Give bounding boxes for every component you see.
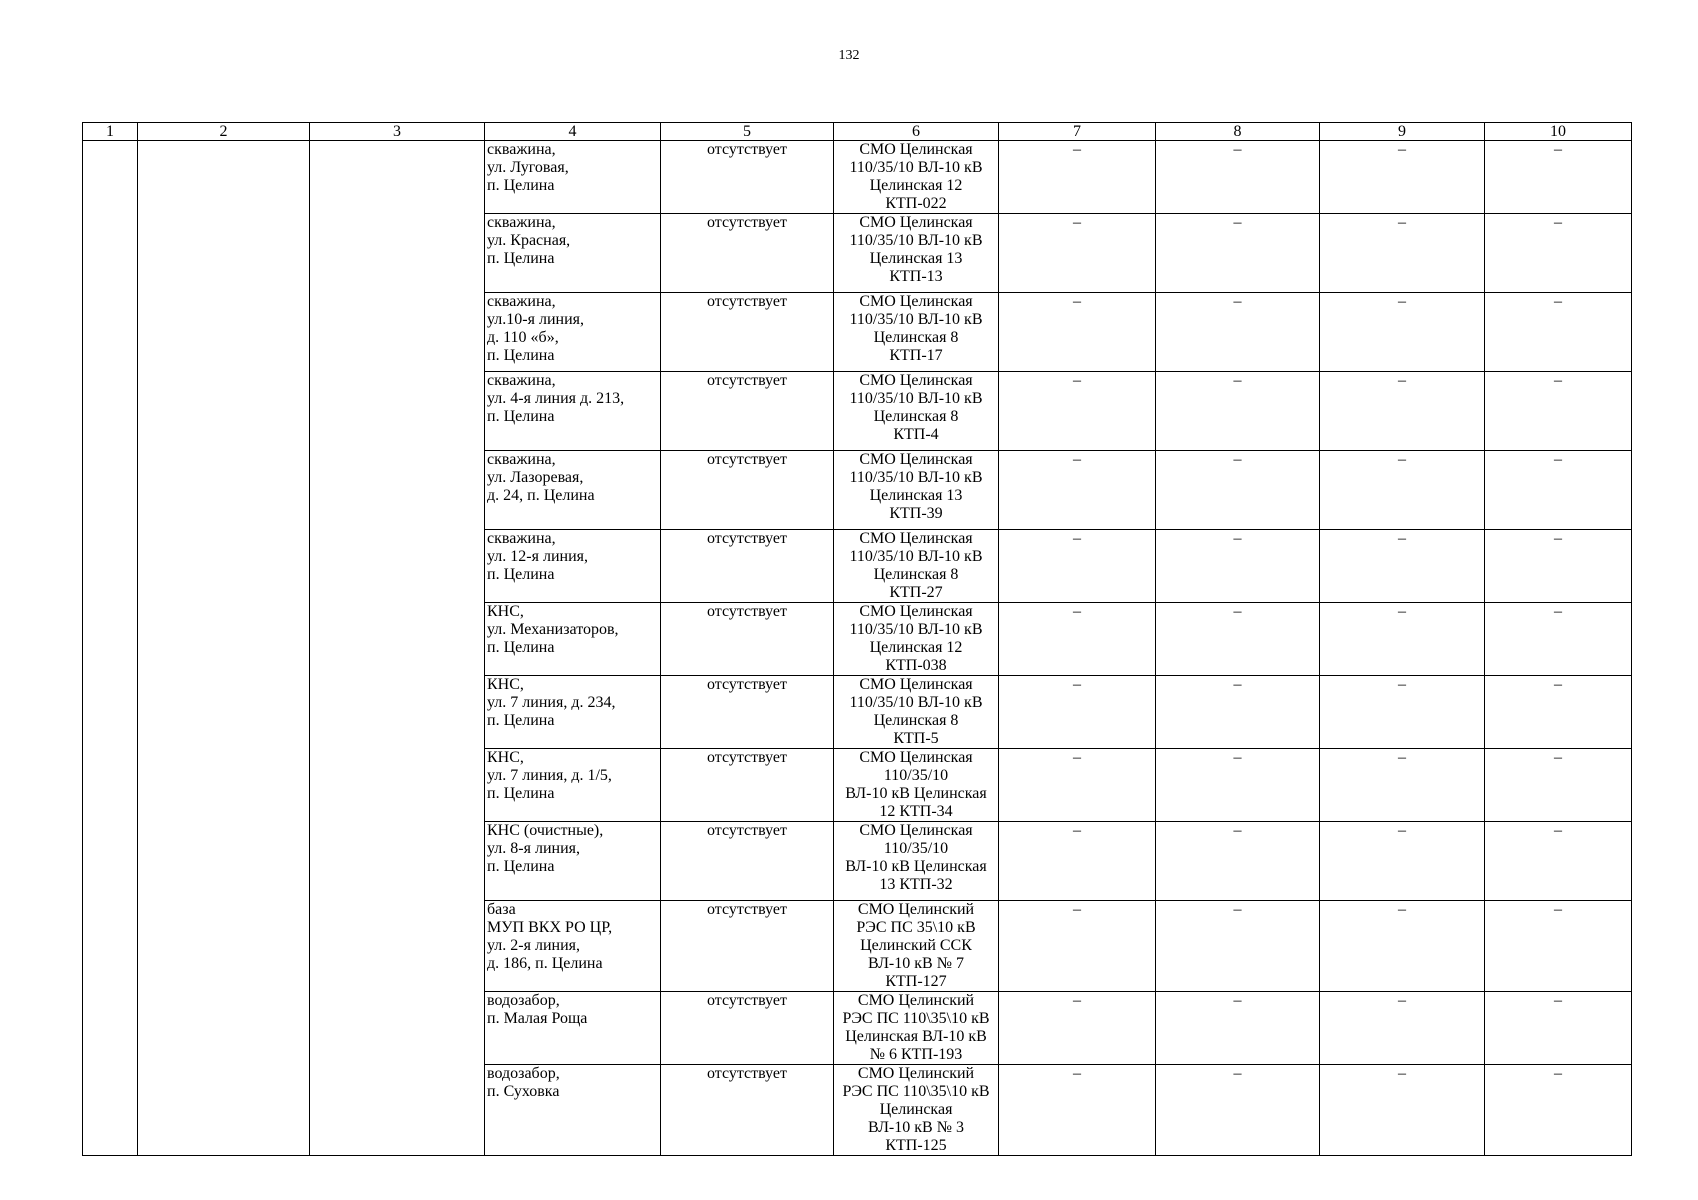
power-supply-line: КТП-038 (885, 657, 947, 674)
power-supply-line: ВЛ-10 кВ Целинская (845, 858, 987, 875)
power-supply-cell (834, 214, 999, 293)
status-cell: отсутствует (661, 1065, 834, 1156)
object-line: п. Целина (487, 408, 555, 425)
dash-cell-c9: – (1320, 822, 1485, 901)
dash-cell-c10: – (1485, 372, 1632, 451)
power-supply-line: КТП-022 (885, 195, 947, 212)
column-header: 4 (485, 123, 661, 141)
dash-cell-c9: – (1320, 451, 1485, 530)
object-line: п. Целина (487, 347, 555, 364)
power-supply-cell (834, 372, 999, 451)
object-line: ул. 8-я линия, (487, 840, 580, 857)
dash-cell-c10: – (1485, 676, 1632, 749)
object-line: КНС (очистные), (487, 822, 604, 839)
power-supply-line: СМО Целинская (859, 676, 973, 693)
object-cell (485, 372, 661, 451)
power-supply-line: КТП-13 (889, 268, 943, 285)
object-line: п. Целина (487, 639, 555, 656)
dash-cell-c10: – (1485, 214, 1632, 293)
dash-cell-c9: – (1320, 1065, 1485, 1156)
object-line: п. Целина (487, 177, 555, 194)
object-cell (485, 992, 661, 1065)
object-line: скважина, (487, 293, 556, 310)
power-supply-line: СМО Целинская (859, 603, 973, 620)
object-line: скважина, (487, 372, 556, 389)
column-header: 8 (1156, 123, 1320, 141)
power-supply-line: 110/35/10 ВЛ-10 кВ (849, 621, 983, 638)
power-supply-cell (834, 992, 999, 1065)
dash-cell-c8: – (1156, 676, 1320, 749)
dash-cell-c7: – (999, 293, 1156, 372)
dash-cell-c8: – (1156, 530, 1320, 603)
power-supply-line: Целинская 12 (869, 177, 963, 194)
dash-cell-c7: – (999, 992, 1156, 1065)
dash-cell-c10: – (1485, 293, 1632, 372)
power-supply-cell (834, 901, 999, 992)
column-2-cell (138, 141, 310, 1156)
dash-cell-c7: – (999, 372, 1156, 451)
dash-cell-c9: – (1320, 141, 1485, 214)
power-supply-line: Целинская 13 (869, 487, 963, 504)
power-supply-line: Целинская 8 (873, 712, 959, 729)
dash-cell-c8: – (1156, 141, 1320, 214)
dash-cell-c7: – (999, 676, 1156, 749)
dash-cell-c8: – (1156, 293, 1320, 372)
status-cell: отсутствует (661, 214, 834, 293)
object-cell (485, 214, 661, 293)
column-header: 6 (834, 123, 999, 141)
power-supply-line: Целинская ВЛ-10 кВ (845, 1028, 987, 1045)
column-3-cell (310, 141, 485, 1156)
object-line: ул.10-я линия, (487, 311, 584, 328)
power-supply-line: СМО Целинская (859, 451, 973, 468)
object-line: ул. 12-я линия, (487, 548, 588, 565)
power-supply-line: РЭС ПС 35\10 кВ (856, 919, 976, 936)
object-cell (485, 293, 661, 372)
dash-cell-c10: – (1485, 1065, 1632, 1156)
object-cell (485, 901, 661, 992)
column-header: 10 (1485, 123, 1632, 141)
status-cell: отсутствует (661, 530, 834, 603)
power-supply-line: СМО Целинская (859, 372, 973, 389)
power-supply-cell (834, 603, 999, 676)
power-supply-line: 12 КТП-34 (879, 803, 953, 820)
power-supply-line: 110/35/10 ВЛ-10 кВ (849, 694, 983, 711)
power-supply-line: СМО Целинская (859, 141, 973, 158)
dash-cell-c10: – (1485, 451, 1632, 530)
dash-cell-c9: – (1320, 749, 1485, 822)
dash-cell-c10: – (1485, 141, 1632, 214)
object-line: скважина, (487, 530, 556, 547)
object-line: ул. 7 линия, д. 1/5, (487, 767, 612, 784)
header-row (83, 123, 1632, 141)
power-supply-line: СМО Целинский (857, 1065, 975, 1082)
dash-cell-c8: – (1156, 214, 1320, 293)
power-supply-line: КТП-5 (893, 730, 939, 747)
status-cell: отсутствует (661, 451, 834, 530)
power-supply-line: 110/35/10 (883, 840, 949, 857)
power-supply-line: СМО Целинская (859, 749, 973, 766)
power-supply-line: КТП-39 (889, 505, 943, 522)
power-supply-line: Целинский ССК (860, 937, 972, 954)
object-line: ул. Лазоревая, (487, 469, 584, 486)
power-supply-line: 110/35/10 ВЛ-10 кВ (849, 469, 983, 486)
power-supply-line: 110/35/10 (883, 767, 949, 784)
object-line: п. Целина (487, 785, 555, 802)
dash-cell-c9: – (1320, 530, 1485, 603)
column-header: 3 (310, 123, 485, 141)
power-supply-line: СМО Целинская (859, 214, 973, 231)
dash-cell-c8: – (1156, 901, 1320, 992)
object-line: скважина, (487, 214, 556, 231)
object-line: скважина, (487, 451, 556, 468)
power-supply-line: № 6 КТП-193 (869, 1046, 963, 1063)
status-cell: отсутствует (661, 293, 834, 372)
dash-cell-c9: – (1320, 901, 1485, 992)
power-supply-line: Целинская (879, 1101, 953, 1118)
power-supply-cell (834, 1065, 999, 1156)
power-supply-cell (834, 822, 999, 901)
dash-cell-c10: – (1485, 749, 1632, 822)
object-line: п. Целина (487, 566, 555, 583)
object-line: д. 110 «б», (487, 329, 559, 346)
power-supply-line: РЭС ПС 110\35\10 кВ (842, 1083, 990, 1100)
object-line: КНС, (487, 749, 524, 766)
power-supply-line: СМО Целинская (859, 530, 973, 547)
dash-cell-c9: – (1320, 992, 1485, 1065)
power-supply-line: СМО Целинский (857, 992, 975, 1009)
object-line: п. Суховка (487, 1083, 560, 1100)
power-supply-cell (834, 749, 999, 822)
dash-cell-c9: – (1320, 676, 1485, 749)
status-cell: отсутствует (661, 372, 834, 451)
dash-cell-c9: – (1320, 603, 1485, 676)
column-header: 1 (83, 123, 138, 141)
status-cell: отсутствует (661, 901, 834, 992)
power-supply-line: 110/35/10 ВЛ-10 кВ (849, 390, 983, 407)
object-line: КНС, (487, 603, 524, 620)
status-cell: отсутствует (661, 822, 834, 901)
power-supply-line: ВЛ-10 кВ № 3 (868, 1119, 964, 1136)
power-supply-line: СМО Целинский (857, 901, 975, 918)
power-supply-line: КТП-127 (885, 973, 947, 990)
dash-cell-c9: – (1320, 293, 1485, 372)
dash-cell-c7: – (999, 1065, 1156, 1156)
column-header: 7 (999, 123, 1156, 141)
dash-cell-c8: – (1156, 451, 1320, 530)
object-line: МУП ВКХ РО ЦР, (487, 919, 613, 936)
object-cell (485, 749, 661, 822)
object-line: ул. Луговая, (487, 159, 569, 176)
dash-cell-c8: – (1156, 372, 1320, 451)
dash-cell-c10: – (1485, 992, 1632, 1065)
power-supply-cell (834, 293, 999, 372)
object-line: скважина, (487, 141, 556, 158)
power-supply-line: ВЛ-10 кВ № 7 (868, 955, 964, 972)
dash-cell-c10: – (1485, 603, 1632, 676)
dash-cell-c7: – (999, 822, 1156, 901)
dash-cell-c7: – (999, 603, 1156, 676)
power-supply-line: Целинская 8 (873, 329, 959, 346)
dash-cell-c8: – (1156, 992, 1320, 1065)
object-line: КНС, (487, 676, 524, 693)
status-cell: отсутствует (661, 141, 834, 214)
dash-cell-c8: – (1156, 822, 1320, 901)
page-number: 132 (838, 48, 860, 63)
power-supply-cell (834, 141, 999, 214)
dash-cell-c8: – (1156, 1065, 1320, 1156)
object-line: водозабор, (487, 1065, 560, 1082)
column-1-cell (83, 141, 138, 1156)
dash-cell-c7: – (999, 141, 1156, 214)
dash-cell-c7: – (999, 749, 1156, 822)
power-supply-line: 110/35/10 ВЛ-10 кВ (849, 159, 983, 176)
dash-cell-c7: – (999, 451, 1156, 530)
object-line: п. Целина (487, 712, 555, 729)
object-line: ул. Красная, (487, 232, 571, 249)
column-header: 9 (1320, 123, 1485, 141)
status-cell: отсутствует (661, 749, 834, 822)
register-table (82, 122, 1632, 1156)
power-supply-line: Целинская 13 (869, 250, 963, 267)
power-supply-line: СМО Целинская (859, 822, 973, 839)
power-supply-line: 13 КТП-32 (879, 876, 953, 893)
table-row (83, 141, 1632, 214)
object-cell (485, 676, 661, 749)
dash-cell-c7: – (999, 530, 1156, 603)
object-line: ул. Механизаторов, (487, 621, 619, 638)
object-line: база (487, 901, 516, 918)
power-supply-line: 110/35/10 ВЛ-10 кВ (849, 232, 983, 249)
status-cell: отсутствует (661, 676, 834, 749)
object-line: п. Целина (487, 858, 555, 875)
object-line: ул. 7 линия, д. 234, (487, 694, 616, 711)
dash-cell-c8: – (1156, 749, 1320, 822)
dash-cell-c7: – (999, 214, 1156, 293)
power-supply-line: КТП-17 (889, 347, 943, 364)
object-cell (485, 530, 661, 603)
column-header: 5 (661, 123, 834, 141)
power-supply-line: 110/35/10 ВЛ-10 кВ (849, 311, 983, 328)
dash-cell-c10: – (1485, 901, 1632, 992)
dash-cell-c10: – (1485, 530, 1632, 603)
object-line: д. 24, п. Целина (487, 487, 595, 504)
dash-cell-c8: – (1156, 603, 1320, 676)
status-cell: отсутствует (661, 992, 834, 1065)
object-line: ул. 2-я линия, (487, 937, 580, 954)
power-supply-cell (834, 530, 999, 603)
power-supply-line: Целинская 8 (873, 566, 959, 583)
object-line: ул. 4-я линия д. 213, (487, 390, 625, 407)
dash-cell-c9: – (1320, 372, 1485, 451)
column-header: 2 (138, 123, 310, 141)
object-cell (485, 1065, 661, 1156)
power-supply-line: Целинская 12 (869, 639, 963, 656)
object-line: п. Целина (487, 250, 555, 267)
power-supply-line: РЭС ПС 110\35\10 кВ (842, 1010, 990, 1027)
power-supply-line: 110/35/10 ВЛ-10 кВ (849, 548, 983, 565)
object-cell (485, 603, 661, 676)
dash-cell-c10: – (1485, 822, 1632, 901)
power-supply-cell (834, 451, 999, 530)
object-cell (485, 141, 661, 214)
object-line: д. 186, п. Целина (487, 955, 603, 972)
power-supply-line: СМО Целинская (859, 293, 973, 310)
power-supply-line: ВЛ-10 кВ Целинская (845, 785, 987, 802)
power-supply-line: КТП-125 (885, 1137, 947, 1154)
power-supply-line: Целинская 8 (873, 408, 959, 425)
power-supply-line: КТП-27 (889, 584, 943, 601)
table-body (83, 141, 1632, 1156)
power-supply-line: КТП-4 (893, 426, 939, 443)
dash-cell-c7: – (999, 901, 1156, 992)
status-cell: отсутствует (661, 603, 834, 676)
object-cell (485, 451, 661, 530)
object-line: водозабор, (487, 992, 560, 1009)
power-supply-cell (834, 676, 999, 749)
object-line: п. Малая Роща (487, 1010, 588, 1027)
object-cell (485, 822, 661, 901)
dash-cell-c9: – (1320, 214, 1485, 293)
